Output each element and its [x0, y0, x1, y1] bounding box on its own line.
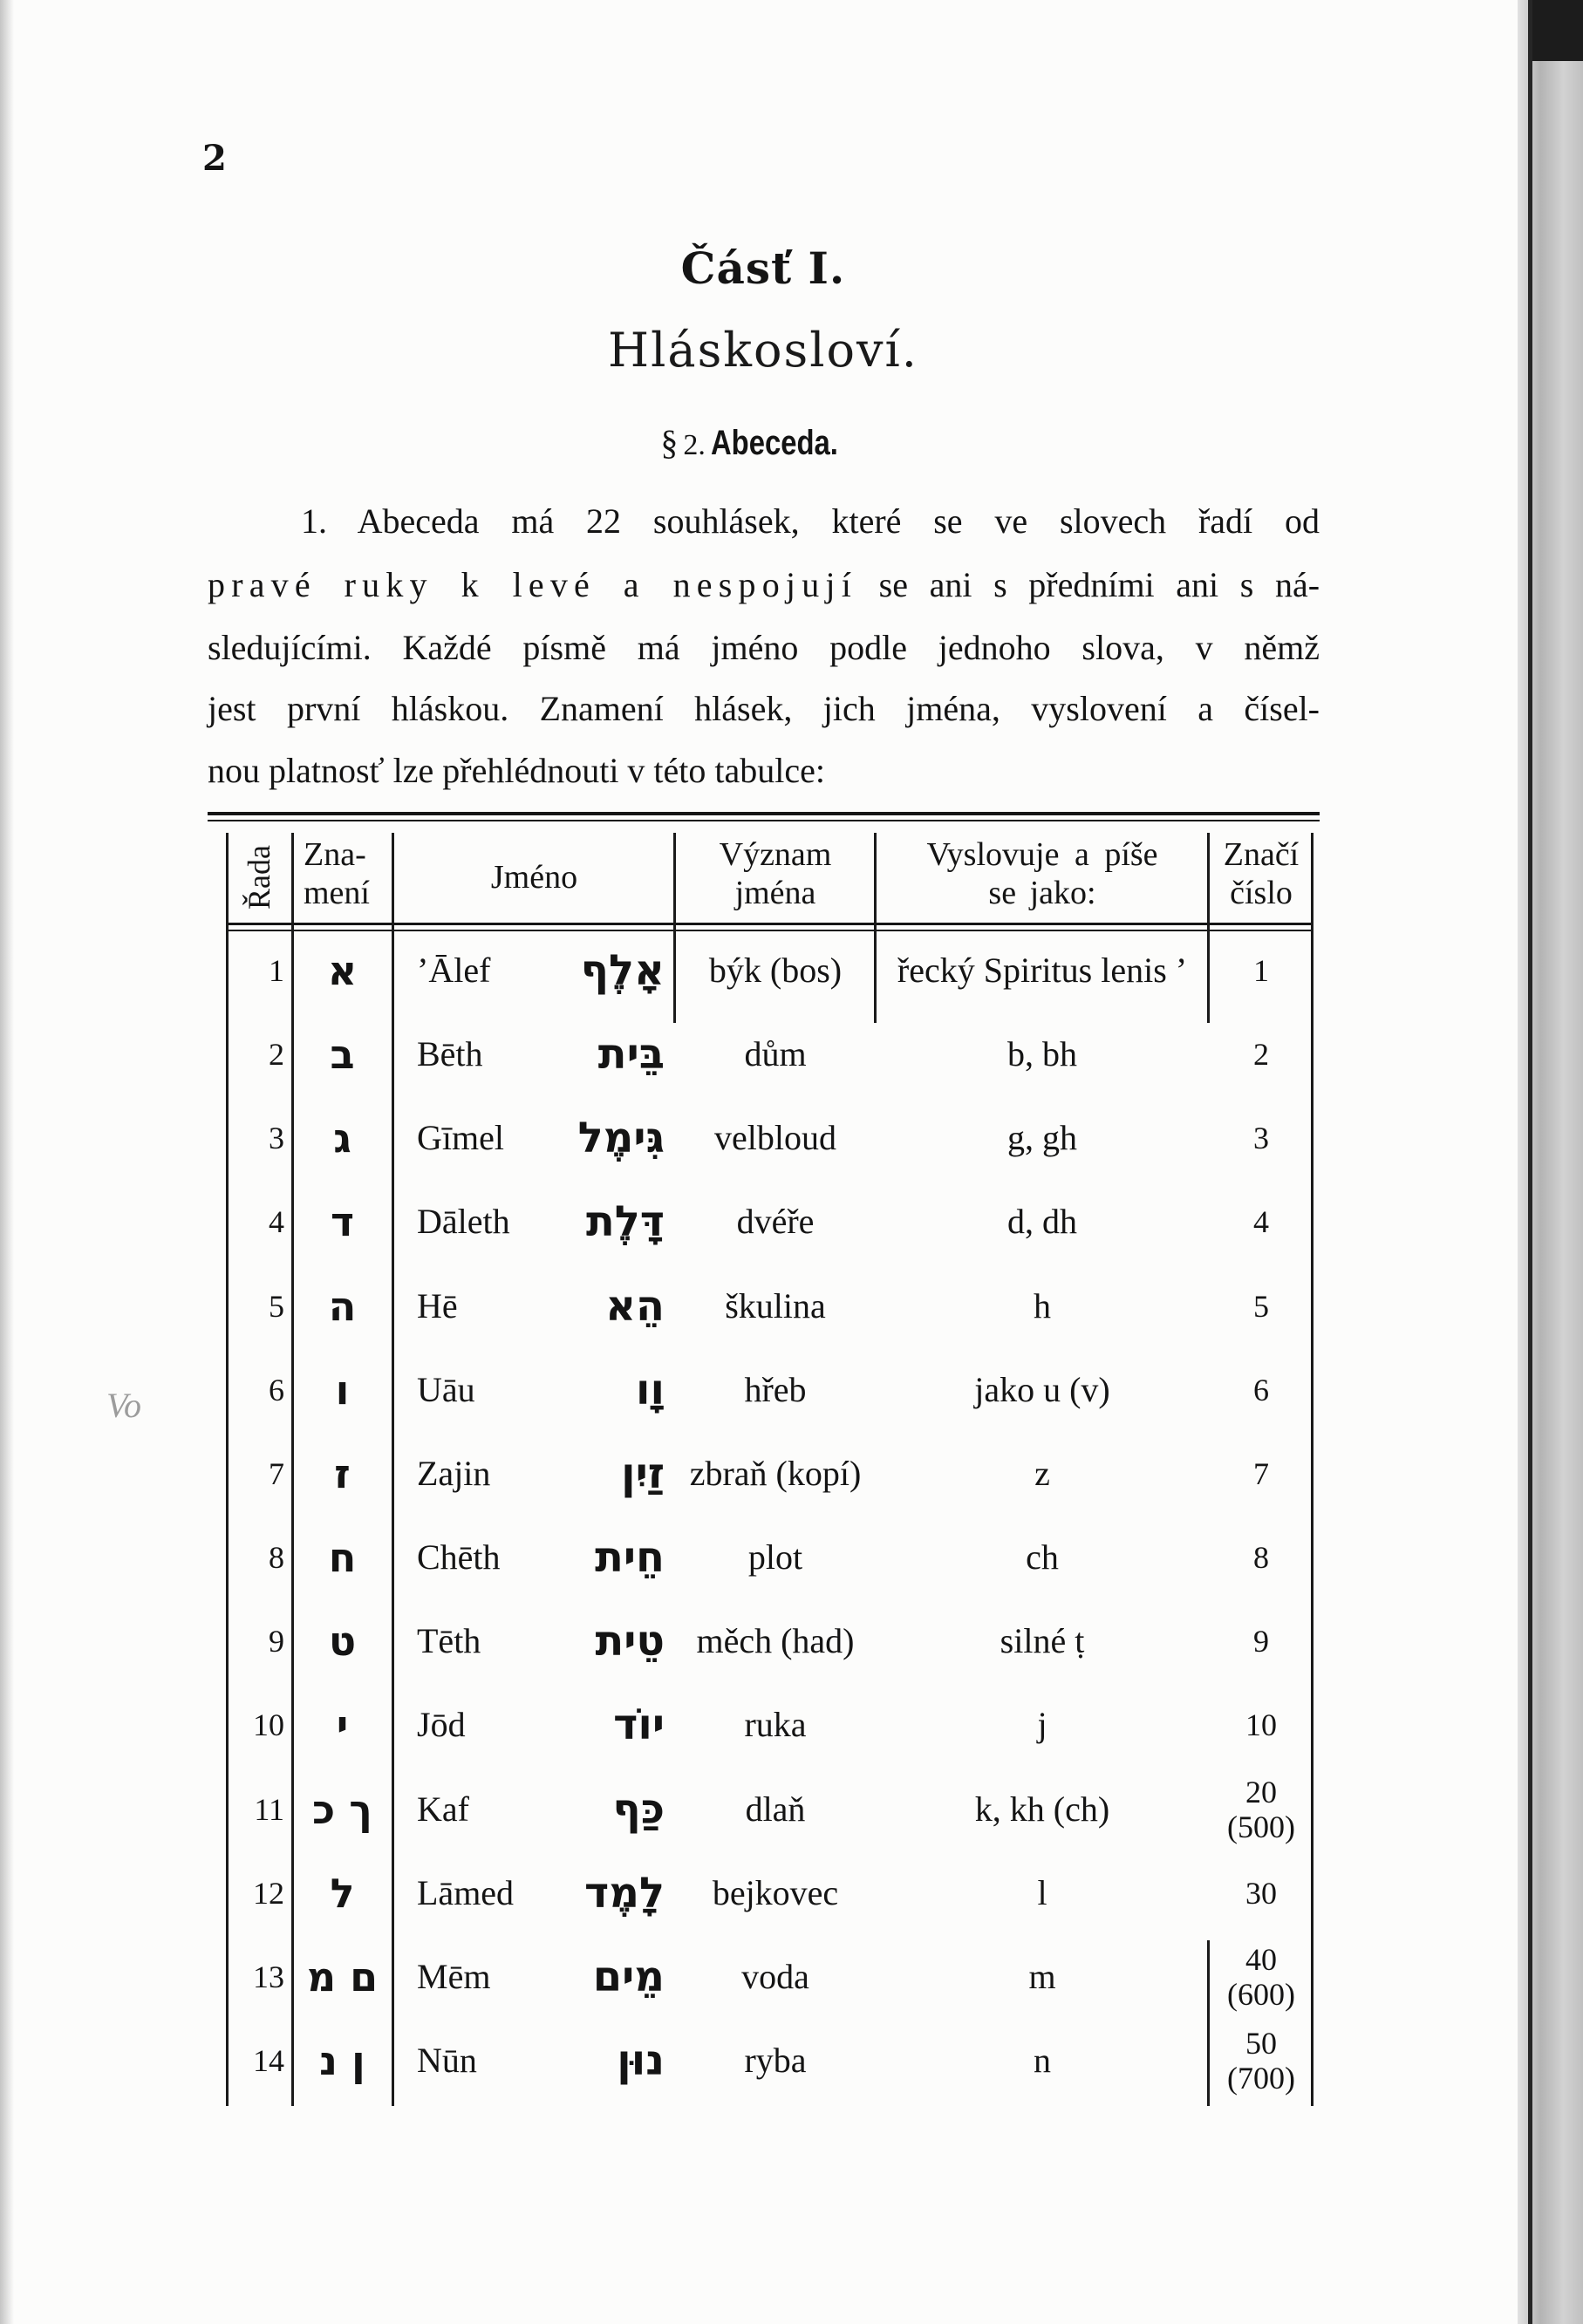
header-bottom-rule: [227, 923, 1313, 925]
letter-name-latin: Hē: [417, 1285, 458, 1326]
letter-name-latin: Zajin: [417, 1453, 491, 1493]
letter-name-latin: Lāmed: [417, 1872, 515, 1912]
numeric-value-final-form: (700): [1227, 2060, 1295, 2096]
letter-name-latin: Jōd: [417, 1705, 466, 1745]
letter-name-latin: Uāu: [417, 1369, 475, 1409]
pronunciation: m: [1028, 1956, 1056, 1996]
name-meaning: plot: [747, 1537, 803, 1578]
pronunciation: g, gh: [1007, 1118, 1077, 1158]
numeric-value-main: 7: [1253, 1455, 1269, 1491]
pronunciation: jako u (v): [974, 1369, 1110, 1409]
letter-sign: ח: [328, 1534, 357, 1582]
letter-name-hebrew: טֵית: [595, 1617, 665, 1666]
letter-name-hebrew: גִּימֶל: [577, 1114, 665, 1163]
numeric-value: [1211, 1516, 1312, 1599]
name-meaning: dům: [744, 1034, 807, 1074]
letter-name-hebrew: דָּלֶת: [585, 1197, 665, 1247]
letter-sign: ו: [335, 1366, 350, 1414]
letter-name-latin: Chēth: [417, 1537, 501, 1578]
header-znameni: Zna-: [304, 836, 366, 873]
name-meaning: býk (bos): [708, 951, 843, 990]
table-row: [0, 1599, 1583, 1683]
paragraph-line: [208, 563, 1320, 607]
table-row: [0, 1432, 1583, 1516]
letter-name-hebrew: אָלֶף: [580, 946, 665, 995]
paragraph-text: se ani s předními ani s ná-: [878, 565, 1320, 604]
letter-sign: ט: [328, 1618, 357, 1666]
numeric-value-main: 3: [1253, 1121, 1269, 1156]
numeric-value-main: 4: [1253, 1204, 1269, 1240]
table-row: [0, 1096, 1583, 1180]
name-meaning: škulina: [725, 1285, 826, 1326]
numeric-value-main: 40: [1245, 1941, 1277, 1977]
numeric-value: [1211, 1851, 1312, 1935]
header-vyslovuje: se jako:: [988, 875, 1096, 911]
letter-name-hebrew: חֵית: [595, 1533, 665, 1583]
header-vyznam: jména: [734, 875, 816, 911]
letter-sign: ד: [330, 1198, 355, 1246]
letter-name-hebrew: וָו: [636, 1365, 665, 1414]
letter-name-hebrew: בֵּית: [597, 1030, 665, 1080]
pronunciation: l: [1037, 1872, 1047, 1912]
name-meaning: ryba: [744, 2040, 807, 2080]
header-cislo: Značí: [1223, 836, 1300, 873]
numeric-value-main: 6: [1253, 1372, 1269, 1407]
table-row: [0, 1683, 1583, 1767]
pronunciation: b, bh: [1007, 1034, 1077, 1074]
table-top-rule: [208, 820, 1320, 821]
letter-sign: ם מ: [306, 1953, 379, 2000]
numeric-value-final-form: (600): [1227, 1976, 1295, 2012]
table-row: [0, 1180, 1583, 1264]
name-meaning: hřeb: [744, 1369, 807, 1409]
row-number: 2: [269, 1037, 284, 1073]
letter-name-hebrew: מֵים: [592, 1952, 665, 2001]
row-number: 8: [269, 1540, 284, 1576]
row-number: 1: [269, 953, 284, 988]
section-number: 2.: [683, 429, 706, 461]
paragraph-line: 1. Abeceda má 22 souhlásek, které se ve slovech řadí od: [301, 501, 1320, 541]
letter-sign: א: [327, 947, 358, 994]
letter-name-hebrew: הֵא: [605, 1281, 665, 1331]
numeric-value-main: 1: [1253, 953, 1269, 988]
header-jmeno: Jméno: [490, 859, 578, 896]
letter-name-latin: Tēth: [417, 1621, 481, 1661]
numeric-value-main: 5: [1253, 1288, 1269, 1324]
row-number: 7: [269, 1455, 284, 1491]
pronunciation: k, kh (ch): [974, 1789, 1110, 1829]
letter-name-hebrew: נוּן: [617, 2035, 665, 2085]
numeric-value: [1211, 1683, 1312, 1767]
pronunciation: n: [1034, 2040, 1051, 2080]
table-top-rule: [208, 812, 1320, 815]
name-meaning: dlaň: [745, 1789, 806, 1829]
table-row: [0, 1851, 1583, 1935]
pronunciation: silné ṭ: [1000, 1621, 1085, 1661]
header-rada: Řada: [242, 845, 276, 910]
letter-name-latin: Bēth: [417, 1034, 483, 1074]
name-meaning: měch (had): [696, 1621, 855, 1661]
pronunciation: d, dh: [1007, 1202, 1077, 1242]
letter-sign: ה: [328, 1282, 357, 1330]
handwritten-margin-note: Vo: [106, 1386, 141, 1425]
table-row: [0, 1348, 1583, 1432]
numeric-value: [1211, 1348, 1312, 1432]
row-number: 4: [269, 1204, 284, 1240]
page-number: 2: [202, 138, 227, 179]
chapter-title: Hláskosloví.: [608, 323, 918, 378]
numeric-value-final-form: (500): [1227, 1809, 1295, 1844]
letter-name-hebrew: יוֹד: [613, 1700, 665, 1750]
pronunciation: ch: [1026, 1537, 1059, 1578]
name-meaning: zbraň (kopí): [689, 1453, 862, 1493]
table-row: [0, 929, 1583, 1012]
table-row: [0, 1516, 1583, 1599]
paragraph-line: nou platnosť lze přehlédnouti v této tabulce:: [208, 751, 826, 790]
letter-name-hebrew: זַיִן: [621, 1448, 665, 1498]
row-number: 9: [269, 1624, 284, 1660]
pronunciation: j: [1037, 1705, 1047, 1745]
table-row: [0, 2019, 1583, 2103]
letter-name-latin: Mēm: [417, 1956, 491, 1996]
letter-name-latin: ’Ālef: [417, 951, 491, 990]
numeric-value: [1211, 1264, 1312, 1348]
letter-sign: ך כ: [312, 1785, 372, 1833]
letter-name-latin: Kaf: [417, 1789, 469, 1829]
letter-sign: ז: [334, 1449, 351, 1497]
name-meaning: ruka: [744, 1705, 807, 1745]
row-number: 3: [269, 1121, 284, 1156]
section-title: Abeceda.: [710, 424, 838, 462]
numeric-value: [1211, 1180, 1312, 1264]
letter-sign: ב: [330, 1031, 355, 1079]
paragraph-line: jest první hláskou. Znamení hlásek, jich jména, vyslovení a čísel-: [208, 689, 1320, 728]
row-number: 14: [253, 2042, 284, 2078]
row-number: 5: [269, 1288, 284, 1324]
numeric-value: [1211, 1012, 1312, 1096]
numeric-value-main: 8: [1253, 1540, 1269, 1576]
part-heading: Čásť I.: [680, 242, 846, 294]
numeric-value: [1211, 2019, 1312, 2103]
table-row: [0, 1768, 1583, 1851]
header-cislo: číslo: [1230, 875, 1293, 911]
letter-name-latin: Gīmel: [417, 1118, 504, 1158]
name-meaning: velbloud: [714, 1118, 836, 1158]
letter-name-latin: Nūn: [417, 2040, 477, 2080]
section-heading: [414, 422, 1112, 463]
letter-sign: י: [336, 1701, 349, 1749]
header-znameni: mení: [304, 875, 370, 911]
letter-name-hebrew: כַּף: [612, 1784, 665, 1834]
row-number: 6: [269, 1372, 284, 1407]
header-vyslovuje: Vyslovuje a píše: [926, 836, 1158, 873]
emphasized-text: pravé ruky k levé a nespojují: [208, 565, 858, 604]
row-number: 12: [253, 1875, 284, 1911]
numeric-value: [1211, 1935, 1312, 2019]
numeric-value-main: 10: [1245, 1707, 1277, 1743]
table-row: [0, 1012, 1583, 1096]
section-mark: §: [660, 423, 679, 462]
numeric-value-main: 9: [1253, 1624, 1269, 1660]
letter-name-hebrew: לָמֶד: [584, 1868, 665, 1918]
header-vyznam: Význam: [719, 836, 832, 873]
name-meaning: voda: [741, 1956, 809, 1996]
numeric-value-main: 20: [1245, 1774, 1277, 1809]
numeric-value: [1211, 1599, 1312, 1683]
numeric-value: [1211, 929, 1312, 1012]
numeric-value-main: 2: [1253, 1037, 1269, 1073]
numeric-value: [1211, 1096, 1312, 1180]
numeric-value: [1211, 1768, 1312, 1851]
name-meaning: bejkovec: [712, 1872, 839, 1912]
row-number: 10: [253, 1707, 284, 1743]
name-meaning: dvéře: [736, 1202, 815, 1242]
letter-sign: ל: [330, 1869, 355, 1917]
letter-name-latin: Dāleth: [417, 1202, 510, 1242]
pronunciation: z: [1034, 1453, 1050, 1493]
table-row: [0, 1264, 1583, 1348]
scan-corner-shadow: [1532, 0, 1583, 61]
numeric-value-main: 50: [1245, 2025, 1277, 2061]
pronunciation: h: [1034, 1285, 1051, 1326]
letter-sign: ן נ: [319, 2036, 365, 2084]
table-row: [0, 1935, 1583, 2019]
pronunciation: řecký Spiritus lenis ’: [897, 951, 1188, 990]
row-number: 13: [253, 1959, 284, 1994]
letter-sign: ג: [333, 1114, 351, 1162]
paragraph-line: sledujícími. Každé písmě má jméno podle jednoho slova, v němž: [208, 628, 1320, 667]
row-number: 11: [254, 1791, 284, 1827]
numeric-value-main: 30: [1245, 1875, 1277, 1911]
numeric-value: [1211, 1432, 1312, 1516]
